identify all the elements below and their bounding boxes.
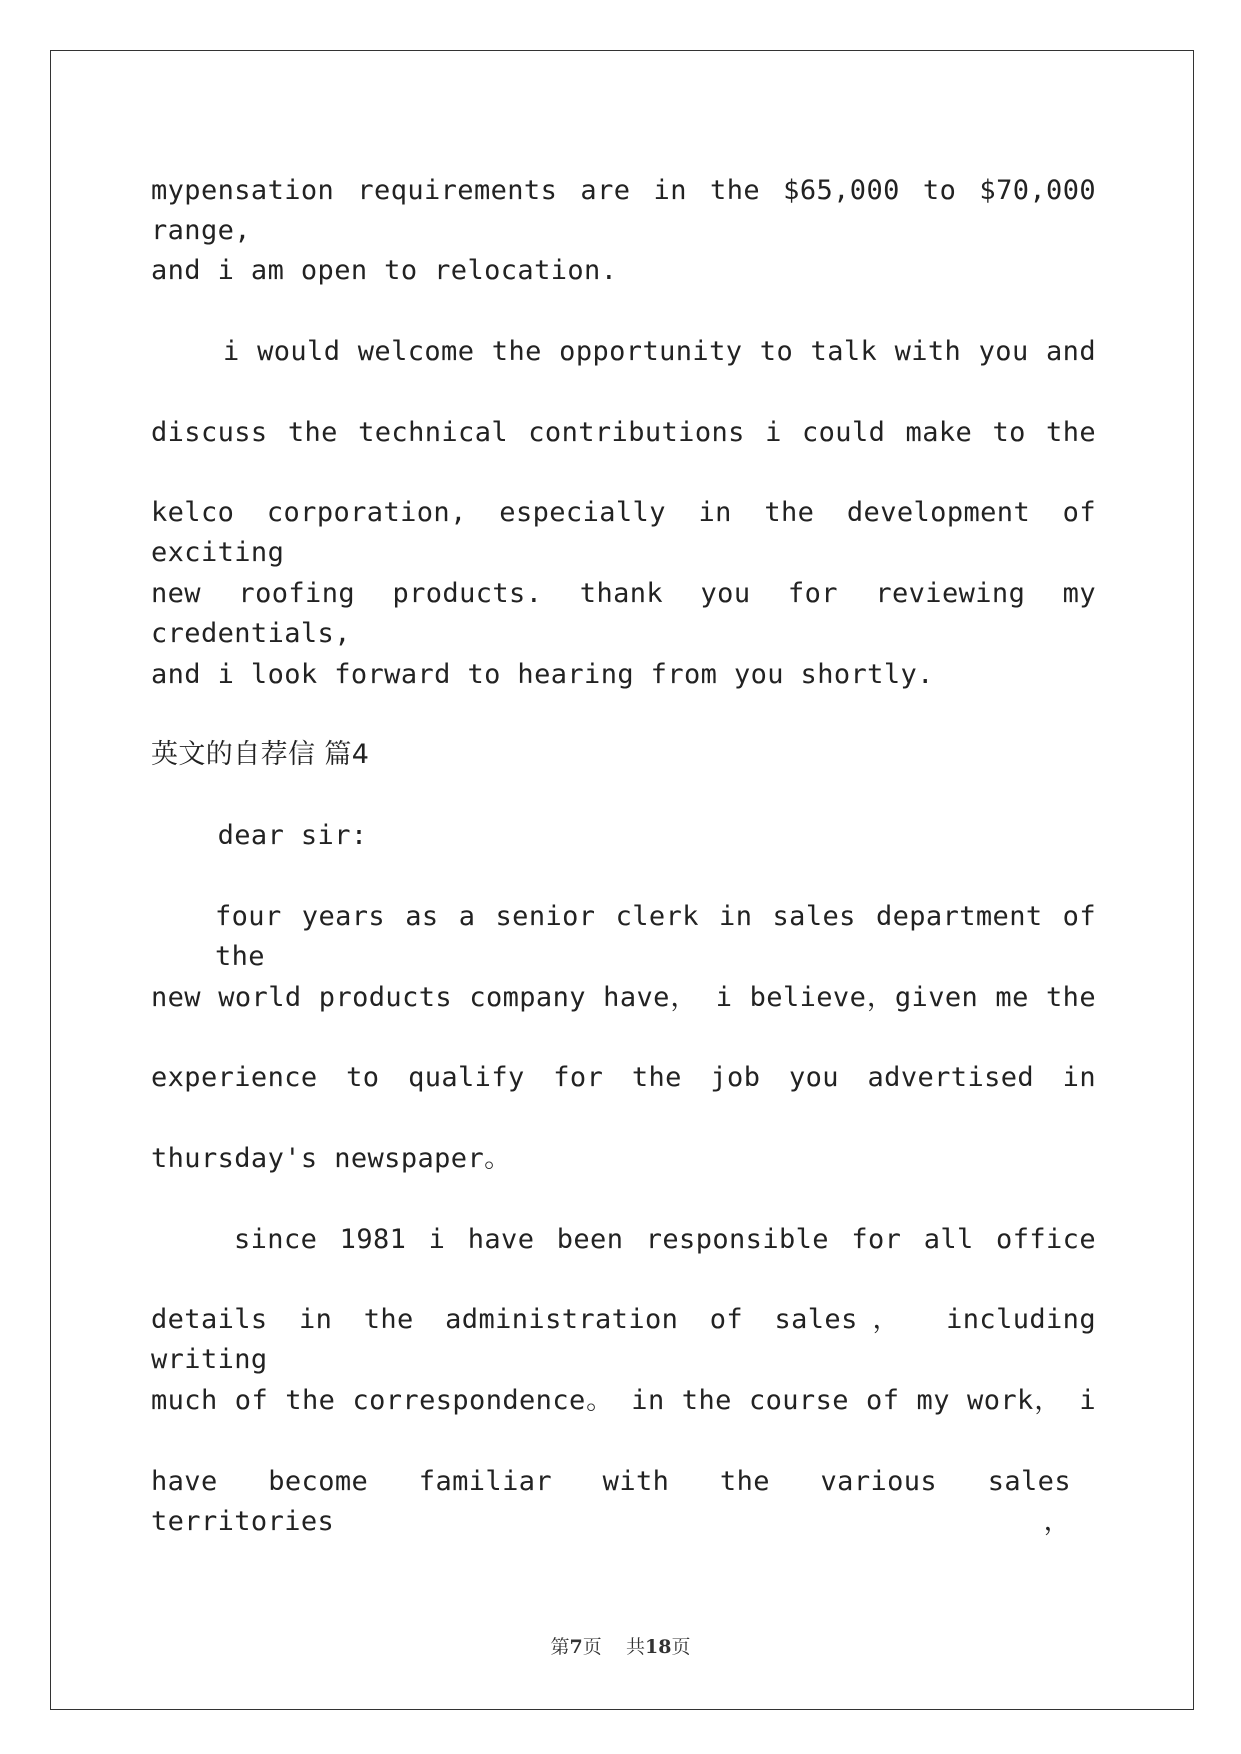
paragraph-line: mypensation requirements are in the $65,000 to $70,000 range, [151, 175, 1096, 246]
paragraph-line: kelco corporation, especially in the development of exciting [151, 497, 1096, 568]
paragraph-line: have become familiar with the various sales territories， [151, 1466, 1071, 1537]
paragraph-line: thursday's newspaper。 [151, 1143, 512, 1174]
paragraph-line: four years as a senior clerk in sales department of the [215, 901, 1096, 972]
paragraph-line: and i look forward to hearing from you shortly. [151, 659, 934, 690]
current-page-number: 7 [569, 1636, 583, 1658]
paragraph-line: discuss the technical contributions i could make to the [151, 417, 1096, 448]
paragraph-line: and i am open to relocation. [151, 255, 618, 286]
total-pages-number: 18 [644, 1636, 672, 1658]
paragraph-line: since 1981 i have been responsible for all office [234, 1224, 1096, 1255]
section-heading: 英文的自荐信 篇4 [151, 739, 370, 770]
footer-prefix: 第 [550, 1636, 570, 1658]
page-footer [0, 1632, 1241, 1659]
paragraph-line: much of the correspondence。 in the course of my work， i [151, 1385, 1096, 1416]
paragraph-line: experience to qualify for the job you advertised in [151, 1062, 1096, 1093]
page-border [50, 50, 1194, 1710]
footer-total-prefix: 共 [625, 1636, 645, 1658]
paragraph-line: i would welcome the opportunity to talk with you and [223, 336, 1096, 367]
salutation: dear sir: [151, 820, 368, 851]
footer-total-suffix: 页 [671, 1636, 691, 1658]
paragraph-line: details in the administration of sales， including writing [151, 1304, 1096, 1375]
footer-page-suffix: 页 [582, 1636, 602, 1658]
paragraph-line: new roofing products. thank you for reviewing my credentials, [151, 578, 1096, 649]
paragraph-line: new world products company have， i believe，given me the [151, 982, 1096, 1013]
